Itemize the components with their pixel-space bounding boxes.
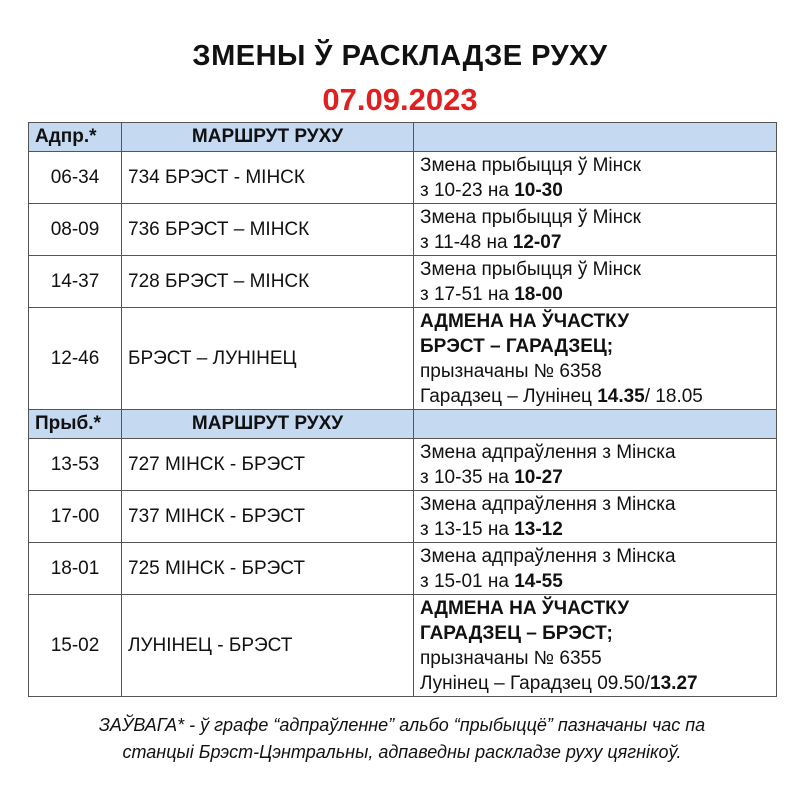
table-row (29, 152, 777, 204)
time-cell: 06-34 (29, 152, 122, 204)
change-note (414, 543, 777, 595)
new-time: 10-30 (514, 179, 563, 201)
table-row (29, 439, 777, 491)
departures-route-header: МАРШРУТ РУХУ (122, 123, 414, 152)
departures-time-header: Адпр.* (29, 123, 122, 152)
change-note (414, 204, 777, 256)
note-line: з 15-01 на (420, 570, 515, 592)
note-line: АДМЕНА НА ЎЧАСТКУ (420, 310, 630, 332)
arrivals-notes-header (414, 410, 777, 439)
route-cell: ЛУНІНЕЦ - БРЭСТ (122, 595, 414, 697)
route-cell: 725 МІНСК - БРЭСТ (122, 543, 414, 595)
route-cell: БРЭСТ – ЛУНІНЕЦ (122, 308, 414, 410)
time-cell: 12-46 (29, 308, 122, 410)
new-time: 18-00 (514, 283, 563, 305)
note-line: ГАРАДЗЕЦ – БРЭСТ; (420, 622, 613, 644)
time-cell: 17-00 (29, 491, 122, 543)
note-line: з 11-48 на (420, 231, 513, 253)
change-note (414, 152, 777, 204)
note-line: прызначаны № 6355 (420, 647, 602, 669)
cancellation-note (414, 595, 777, 697)
route-cell: 734 БРЭСТ - МІНСК (122, 152, 414, 204)
page-title: ЗМЕНЫ Ў РАСКЛАДЗЕ РУХУ (192, 40, 608, 72)
new-time: 13-12 (514, 518, 563, 540)
note-line: БРЭСТ – ГАРАДЗЕЦ; (420, 335, 614, 357)
arrivals-route-header: МАРШРУТ РУХУ (122, 410, 414, 439)
new-time: 10-27 (514, 466, 563, 488)
footnote-line: станцыі Брэст-Цэнтральны, адпаведны раскладзе руху цягнікоў. (122, 742, 682, 762)
route-cell: 737 МІНСК - БРЭСТ (122, 491, 414, 543)
time-cell: 08-09 (29, 204, 122, 256)
change-note (414, 256, 777, 308)
new-time: 14.35 (597, 385, 645, 407)
table-row (29, 256, 777, 308)
departures-notes-header (414, 123, 777, 152)
note-line: з 10-35 на (420, 466, 515, 488)
note-line: Змена прыбыцця ў Мінск (420, 154, 641, 176)
schedule-date: 07.09.2023 (322, 82, 478, 117)
note-line: АДМЕНА НА ЎЧАСТКУ (420, 597, 630, 619)
time-cell: 14-37 (29, 256, 122, 308)
route-cell: 736 БРЭСТ – МІНСК (122, 204, 414, 256)
note-line: Змена адпраўлення з Мінска (420, 493, 676, 515)
new-time: 12-07 (512, 231, 562, 253)
note-line: Лунінец – Гарадзец 09.50/ (420, 672, 651, 694)
table-row (29, 491, 777, 543)
footnote (28, 712, 776, 766)
footnote-line: ЗАЎВАГА* - ў графе “адпраўленне” альбо “прыбыццё” пазначаны час па (98, 715, 706, 735)
arrivals-header-row (29, 410, 777, 439)
note-line: Змена прыбыцця ў Мінск (420, 206, 641, 228)
schedule-table (28, 122, 777, 697)
change-note (414, 491, 777, 543)
cancellation-note (414, 308, 777, 410)
departures-header-row (29, 123, 777, 152)
route-cell: 727 МІНСК - БРЭСТ (122, 439, 414, 491)
table-row (29, 308, 777, 410)
arrivals-time-header: Прыб.* (29, 410, 122, 439)
change-note (414, 439, 777, 491)
note-line: Змена адпраўлення з Мінска (420, 441, 676, 463)
note-line: з 17-51 на (420, 283, 515, 305)
time-cell: 13-53 (29, 439, 122, 491)
note-line: з 13-15 на (420, 518, 515, 540)
note-line: з 10-23 на (420, 179, 515, 201)
new-time: 13.27 (650, 672, 698, 694)
table-row (29, 595, 777, 697)
table-row (29, 543, 777, 595)
time-cell: 15-02 (29, 595, 122, 697)
note-line: Змена адпраўлення з Мінска (420, 545, 676, 567)
table-row (29, 204, 777, 256)
time-cell: 18-01 (29, 543, 122, 595)
note-line: Змена прыбыцця ў Мінск (420, 258, 641, 280)
note-line: / 18.05 (644, 385, 703, 407)
route-cell: 728 БРЭСТ – МІНСК (122, 256, 414, 308)
note-line: прызначаны № 6358 (420, 360, 602, 382)
new-time: 14-55 (514, 570, 563, 592)
note-line: Гарадзец – Лунінец (420, 385, 598, 407)
